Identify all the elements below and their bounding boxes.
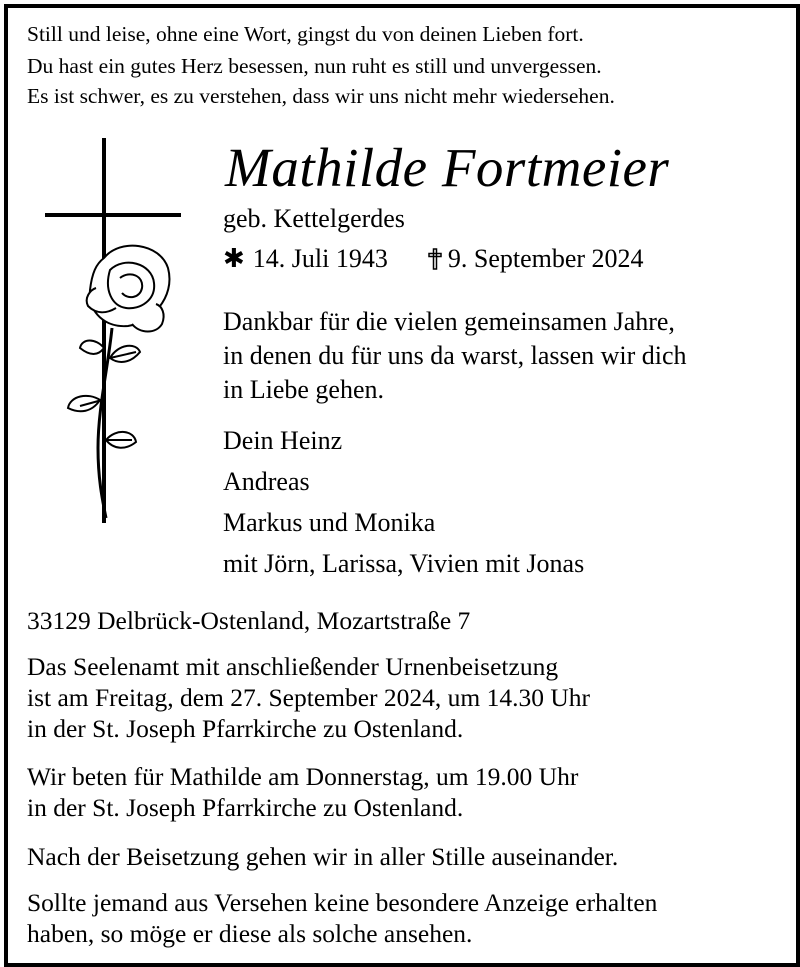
prayer-line-1: Wir beten für Mathilde am Donnerstag, um 19.00 Uhr (27, 762, 579, 791)
cross-icon (428, 248, 442, 270)
prayer-line-2: in der St. Joseph Pfarrkirche zu Ostenland. (27, 793, 464, 822)
after-service-note: Nach der Beisetzung gehen wir in aller Stille auseinander. (27, 842, 619, 871)
service-line-3: in der St. Joseph Pfarrkirche zu Ostenland. (27, 714, 464, 743)
birth-date: 14. Juli 1943 (252, 244, 388, 273)
address: 33129 Delbrück-Ostenland, Mozartstraße 7 (27, 606, 471, 635)
notice-line-1: Sollte jemand aus Versehen keine besondere Anzeige erhalten (27, 888, 658, 917)
deceased-name: Mathilde Fortmeier (225, 137, 670, 198)
mourner-3: Markus und Monika (223, 508, 436, 537)
service-line-2: ist am Freitag, dem 27. September 2024, um 14.30 Uhr (27, 683, 591, 712)
mourner-2: Andreas (223, 467, 310, 496)
verse-line-3: Es ist schwer, es zu verstehen, dass wir uns nicht mehr wiedersehen. (27, 84, 615, 108)
cross-with-rose-illustration (40, 138, 185, 528)
mourner-4: mit Jörn, Larissa, Vivien mit Jonas (223, 549, 585, 578)
service-line-1: Das Seelenamt mit anschließender Urnenbeisetzung (27, 652, 559, 681)
tribute-line-3: in Liebe gehen. (223, 375, 384, 404)
mourner-1: Dein Heinz (223, 426, 343, 455)
verse-line-1: Still und leise, ohne eine Wort, gingst du von deinen Lieben fort. (27, 22, 584, 46)
verse-line-2: Du hast ein gutes Herz besessen, nun ruht es still und unvergessen. (27, 54, 602, 78)
life-dates (223, 244, 644, 274)
asterisk-icon: ✱ (223, 244, 245, 273)
tribute-line-1: Dankbar für die vielen gemeinsamen Jahre, (223, 307, 675, 336)
death-date: 9. September 2024 (447, 244, 644, 273)
notice-line-2: haben, so möge er diese als solche ansehen. (27, 919, 473, 948)
birth-name: geb. Kettelgerdes (223, 204, 405, 233)
tribute-line-2: in denen du für uns da warst, lassen wir dich (223, 341, 687, 370)
